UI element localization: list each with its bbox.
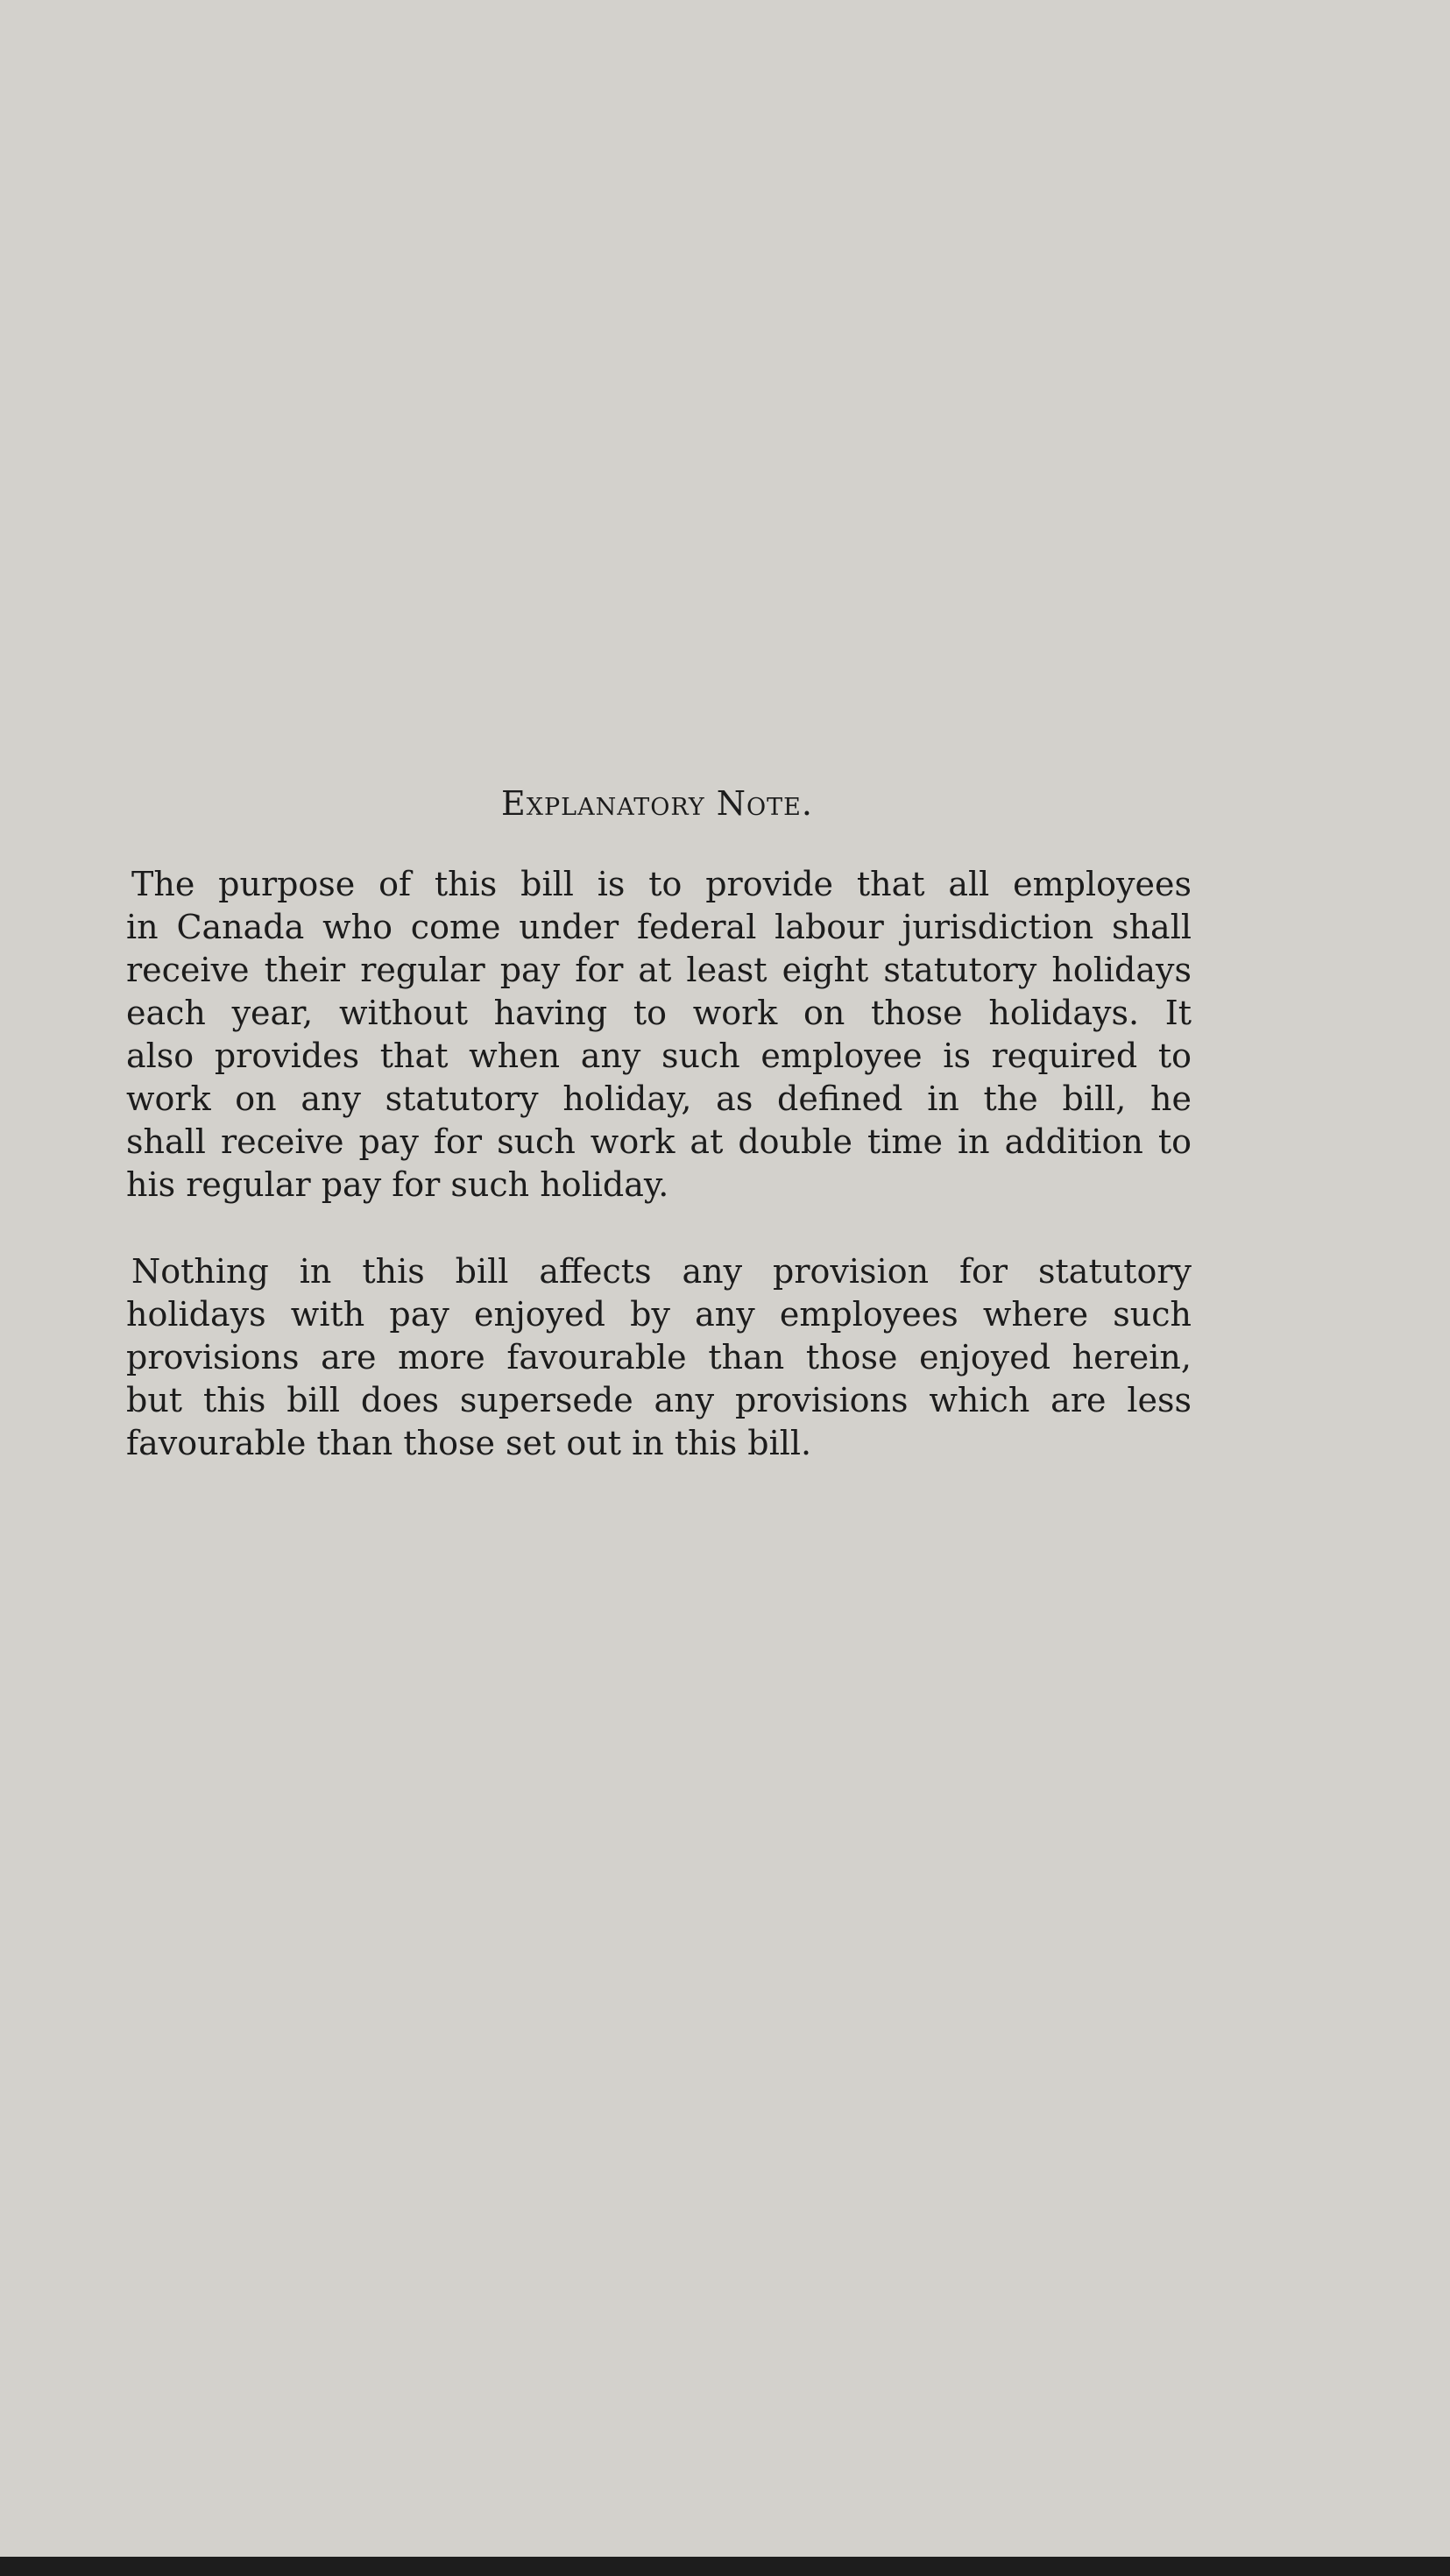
paragraph-line: work on any statutory holiday, as defined in the bill, he [126,1079,1192,1118]
paragraph-line: provisions are more favourable than those enjoyed herein, [126,1338,1192,1376]
paragraph-line: receive their regular pay for at least eight statutory holidays [126,951,1192,989]
explanatory-note [123,784,1192,1509]
paragraph-line: Nothing in this bill affects any provision for statutory [131,1252,1192,1291]
page-bottom-edge [0,2557,1450,2576]
note-paragraph-2 [123,1250,1192,1465]
paragraph-line: shall receive pay for such work at double time in addition to [126,1122,1192,1161]
note-title: Explanatory Note. [501,784,813,823]
paragraph-line: holidays with pay enjoyed by any employees where such [126,1295,1192,1334]
paragraph-line: but this bill does supersede any provisions which are less [126,1381,1192,1419]
paragraph-line: each year, without having to work on those holidays. It [126,994,1192,1032]
paragraph-line: The purpose of this bill is to provide that all employees [131,865,1192,903]
paragraph-line: in Canada who come under federal labour jurisdiction shall [126,908,1192,946]
paragraph-line: his regular pay for such holiday. [126,1165,669,1204]
note-paragraph-1 [123,863,1192,1207]
paragraph-line: favourable than those set out in this bill. [126,1424,812,1462]
paragraph-line: also provides that when any such employee is required to [126,1037,1192,1075]
